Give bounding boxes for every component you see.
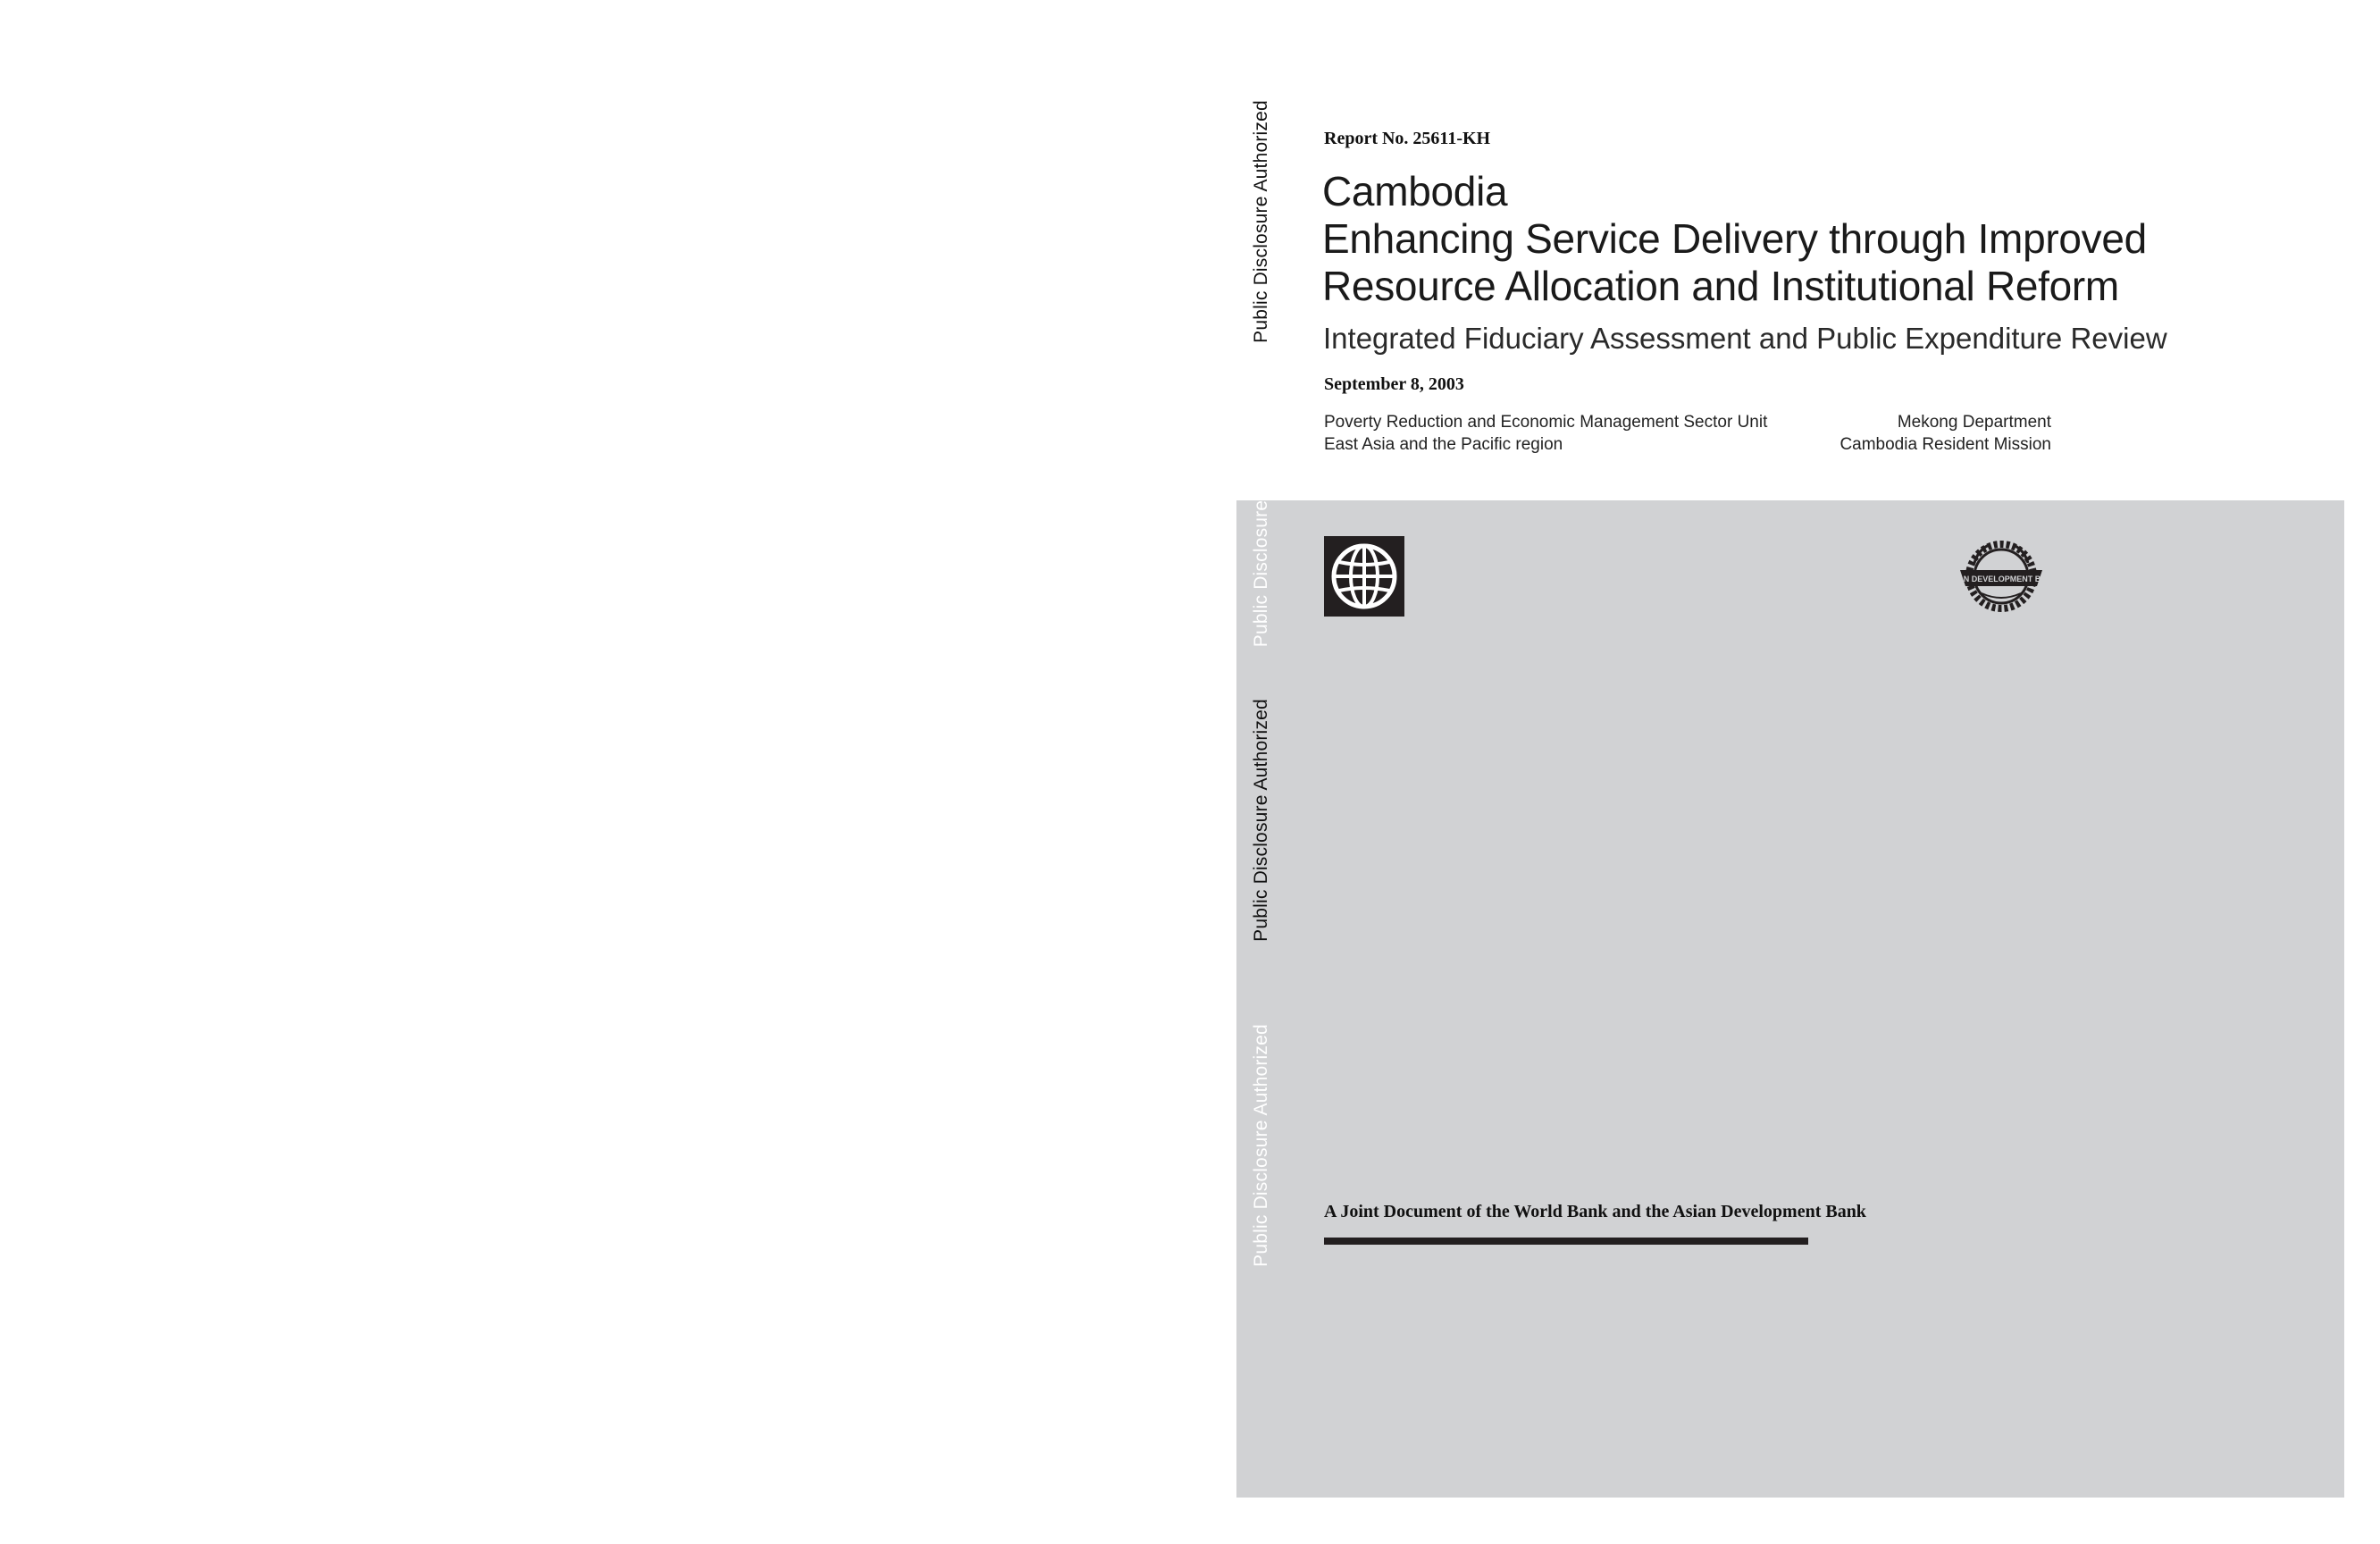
report-date: September 8, 2003 <box>1324 374 1464 394</box>
world-bank-units <box>1324 411 1767 456</box>
spine-text-lower-panel: Public Disclosure Authorized <box>1251 1024 1271 1267</box>
report-number: Report No. 25611-KH <box>1324 129 1491 148</box>
spine-text-upper-panel: Public Disclosure <box>1251 499 1271 648</box>
wb-unit-line-2: East Asia and the Pacific region <box>1324 435 1563 454</box>
adb-seal-icon <box>1948 527 2055 625</box>
joint-document-statement: A Joint Document of the World Bank and the Asian Development Bank <box>1324 1202 1866 1221</box>
joint-document-rule <box>1324 1238 1808 1245</box>
adb-unit-line-2: Cambodia Resident Mission <box>1839 435 2051 454</box>
adb-seal-lettering: ASIAN DEVELOPMENT BANK <box>1948 575 2055 583</box>
cover-subtitle: Integrated Fiduciary Assessment and Public Expenditure Review <box>1323 322 2167 355</box>
title-line-2: Enhancing Service Delivery through Improved <box>1322 215 2147 262</box>
cover-grey-panel <box>1236 500 2344 1498</box>
title-line-country: Cambodia <box>1322 168 1508 214</box>
cover-title <box>1322 168 2147 310</box>
spine-text-middle: Public Disclosure Authorized <box>1251 699 1271 942</box>
world-bank-globe-icon <box>1324 536 1404 617</box>
adb-unit-line-1: Mekong Department <box>1897 413 2051 432</box>
spine-text-top: Public Disclosure Authorized <box>1251 100 1271 343</box>
wb-unit-line-1: Poverty Reduction and Economic Management Sector Unit <box>1324 413 1768 432</box>
adb-units <box>1839 411 2051 456</box>
title-line-3: Resource Allocation and Institutional Reform <box>1322 263 2119 309</box>
